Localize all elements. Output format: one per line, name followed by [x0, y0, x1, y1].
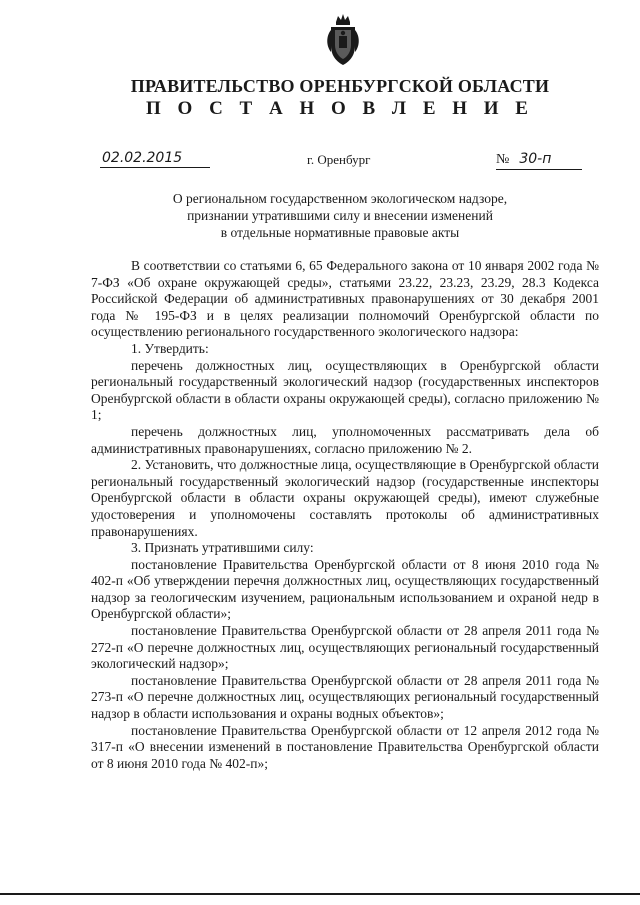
page-bottom-rule: [0, 893, 640, 895]
item-3-list-entry: постановление Правительства Оренбургской области от 8 июня 2010 года № 402-п «Об утверждении перечня должностных лиц, осуществляющих государственный надзор за геологическим изучением, рациональным использованием и охраной недр в Оренбургской области»;: [91, 556, 599, 622]
date-underline: [100, 167, 210, 168]
item-1-list-entry: перечень должностных лиц, уполномоченных рассматривать дела об административных правонарушениях, согласно приложению № 2.: [91, 423, 599, 456]
document-type: П О С Т А Н О В Л Е Н И Е: [146, 98, 534, 119]
item-1-heading: 1. Утвердить:: [131, 340, 209, 356]
document-city: г. Оренбург: [307, 152, 371, 167]
document-number: [496, 150, 582, 170]
document-date: [100, 150, 210, 168]
number-underline: [496, 169, 582, 170]
document-title: [110, 190, 570, 241]
item-2-paragraph: 2. Установить, что должностные лица, осуществляющие в Оренбургской области региональный государственный экологический надзор (государственные инспекторы Оренбургской области в области охраны окружающей среды), имеют служебные удостоверения и уполномочены составлять протоколы об административных правонарушениях.: [91, 457, 599, 539]
number-value: 30-п: [519, 151, 552, 167]
item-3-list-entry: постановление Правительства Оренбургской области от 12 апреля 2012 года № 317-п «О внесении изменений в постановление Правительства Оренбургской области от 8 июня 2010 года № 402-п»;: [91, 722, 599, 771]
number-label: №: [496, 152, 510, 167]
item-3-list-entry: постановление Правительства Оренбургской области от 28 апреля 2011 года № 272-п «О перечне должностных лиц, осуществляющих региональный государственный экологический надзор»;: [91, 623, 599, 672]
date-value: 02.02.2015: [102, 150, 183, 166]
item-1-list-entry: перечень должностных лиц, осуществляющих в Оренбургской области региональный государственный экологический надзор (государственных инспекторов Оренбургской области в области охраны окружающей среды), согласно приложению № 1;: [91, 357, 599, 423]
item-3-list-entry: постановление Правительства Оренбургской области от 28 апреля 2011 года № 273-п «О перечне должностных лиц, осуществляющих региональный государственный надзор в области использования и охраны водных объектов»;: [91, 672, 599, 722]
organization-name: ПРАВИТЕЛЬСТВО ОРЕНБУРГСКОЙ ОБЛАСТИ: [130, 76, 550, 96]
title-line: в отдельные нормативные правовые акты: [220, 225, 460, 240]
document-body: [91, 258, 599, 772]
title-line: О региональном государственном экологическом надзоре,: [172, 191, 508, 206]
coat-of-arms-icon: [322, 12, 364, 68]
item-3-heading: 3. Признать утратившими силу:: [131, 540, 314, 556]
title-line: признании утратившими силу и внесении изменений: [187, 208, 493, 223]
preamble-paragraph: В соответствии со статьями 6, 65 Федерального закона от 10 января 2002 года № 7-ФЗ «Об охране окружающей среды», статьями 23.22, 23.23, 23.29, 28.3 Кодекса Российской Федерации об административных правонарушениях от 30 декабря 2001 года № 195-ФЗ и в целях реализации полномочий Оренбургской области по осуществлению регионального государственного экологического надзора:: [91, 258, 599, 340]
